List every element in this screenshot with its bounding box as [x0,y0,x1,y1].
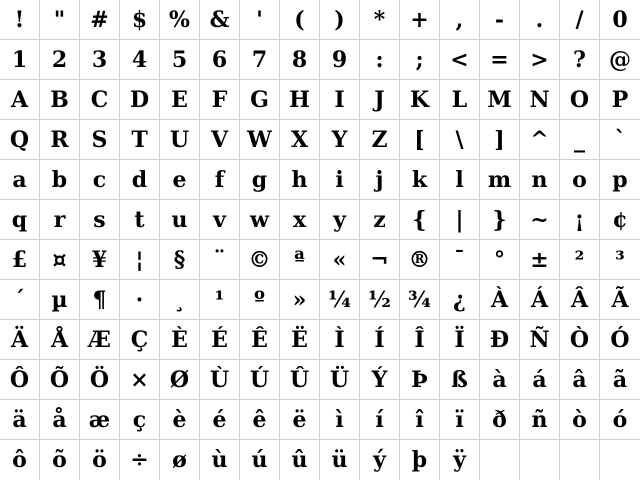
glyph-cell[interactable]: 5 [160,40,200,80]
glyph-cell[interactable]: \ [440,120,480,160]
glyph-cell[interactable]: ¥ [80,240,120,280]
glyph-cell[interactable]: 9 [320,40,360,80]
glyph-cell[interactable]: Í [360,320,400,360]
glyph-cell[interactable]: Â [560,280,600,320]
glyph-cell[interactable]: Ø [160,360,200,400]
glyph-cell[interactable]: ä [0,400,40,440]
glyph-cell[interactable]: ± [520,240,560,280]
glyph-cell[interactable]: V [200,120,240,160]
glyph-cell[interactable]: ø [160,440,200,480]
glyph-cell[interactable]: º [240,280,280,320]
glyph-cell[interactable]: õ [40,440,80,480]
glyph-cell[interactable]: w [240,200,280,240]
glyph-cell[interactable]: # [80,0,120,40]
glyph-cell[interactable]: e [160,160,200,200]
glyph-cell[interactable]: A [0,80,40,120]
glyph-cell[interactable]: © [240,240,280,280]
glyph-cell[interactable]: ï [440,400,480,440]
glyph-cell[interactable]: ú [240,440,280,480]
glyph-cell[interactable]: _ [560,120,600,160]
glyph-cell[interactable]: H [280,80,320,120]
glyph-cell[interactable] [480,440,520,480]
glyph-cell[interactable]: C [80,80,120,120]
glyph-cell[interactable]: ª [280,240,320,280]
glyph-cell[interactable]: Z [360,120,400,160]
glyph-cell[interactable]: ¹ [200,280,240,320]
glyph-cell[interactable]: ; [400,40,440,80]
glyph-cell[interactable]: v [200,200,240,240]
glyph-cell[interactable]: U [160,120,200,160]
glyph-cell[interactable]: ¼ [320,280,360,320]
glyph-cell[interactable]: é [200,400,240,440]
glyph-cell[interactable]: l [440,160,480,200]
glyph-cell[interactable]: Ó [600,320,640,360]
glyph-cell[interactable]: b [40,160,80,200]
glyph-cell[interactable]: ¿ [440,280,480,320]
glyph-cell[interactable]: $ [120,0,160,40]
glyph-cell[interactable]: Ë [280,320,320,360]
glyph-cell[interactable]: Ý [360,360,400,400]
glyph-cell[interactable]: ¡ [560,200,600,240]
glyph-cell[interactable]: ¶ [80,280,120,320]
glyph-cell[interactable]: - [480,0,520,40]
glyph-cell[interactable]: Ã [600,280,640,320]
glyph-cell[interactable]: y [320,200,360,240]
glyph-cell[interactable]: : [360,40,400,80]
glyph-cell[interactable]: ê [240,400,280,440]
glyph-cell[interactable]: ý [360,440,400,480]
glyph-cell[interactable]: ¦ [120,240,160,280]
glyph-cell[interactable]: 0 [600,0,640,40]
glyph-cell[interactable]: û [280,440,320,480]
glyph-cell[interactable]: ù [200,440,240,480]
glyph-cell[interactable]: Ñ [520,320,560,360]
glyph-cell[interactable]: ! [0,0,40,40]
glyph-cell[interactable]: ] [480,120,520,160]
glyph-cell[interactable]: Y [320,120,360,160]
glyph-cell[interactable]: µ [40,280,80,320]
glyph-cell[interactable]: t [120,200,160,240]
glyph-cell[interactable]: M [480,80,520,120]
glyph-cell[interactable]: ¤ [40,240,80,280]
glyph-cell[interactable]: ) [320,0,360,40]
glyph-cell[interactable]: ¬ [360,240,400,280]
glyph-cell[interactable]: h [280,160,320,200]
glyph-cell[interactable]: G [240,80,280,120]
glyph-cell[interactable]: è [160,400,200,440]
glyph-cell[interactable]: E [160,80,200,120]
glyph-cell[interactable]: Ì [320,320,360,360]
glyph-cell[interactable]: F [200,80,240,120]
glyph-cell[interactable]: ° [480,240,520,280]
glyph-cell[interactable]: 4 [120,40,160,80]
glyph-cell[interactable]: ~ [520,200,560,240]
glyph-cell[interactable]: o [560,160,600,200]
glyph-cell[interactable]: q [0,200,40,240]
glyph-cell[interactable]: Ô [0,360,40,400]
glyph-cell[interactable]: » [280,280,320,320]
glyph-cell[interactable]: d [120,160,160,200]
glyph-cell[interactable]: r [40,200,80,240]
glyph-cell[interactable]: Ò [560,320,600,360]
glyph-cell[interactable]: ® [400,240,440,280]
glyph-cell[interactable]: â [560,360,600,400]
glyph-cell[interactable]: ¸ [160,280,200,320]
glyph-cell[interactable]: p [600,160,640,200]
glyph-cell[interactable]: B [40,80,80,120]
glyph-cell[interactable]: É [200,320,240,360]
glyph-cell[interactable]: Å [40,320,80,360]
glyph-cell[interactable]: a [0,160,40,200]
glyph-cell[interactable]: ö [80,440,120,480]
glyph-cell[interactable]: ´ [0,280,40,320]
glyph-cell[interactable]: j [360,160,400,200]
glyph-cell[interactable]: [ [400,120,440,160]
glyph-cell[interactable]: ÷ [120,440,160,480]
glyph-cell[interactable]: Þ [400,360,440,400]
glyph-cell[interactable]: R [40,120,80,160]
glyph-cell[interactable]: / [560,0,600,40]
glyph-cell[interactable]: 3 [80,40,120,80]
glyph-cell[interactable]: ò [560,400,600,440]
glyph-cell[interactable]: & [200,0,240,40]
glyph-cell[interactable]: k [400,160,440,200]
glyph-cell[interactable]: À [480,280,520,320]
glyph-cell[interactable]: å [40,400,80,440]
glyph-cell[interactable]: x [280,200,320,240]
glyph-cell[interactable]: ã [600,360,640,400]
glyph-cell[interactable] [520,440,560,480]
glyph-cell[interactable]: ¨ [200,240,240,280]
glyph-cell[interactable]: Ð [480,320,520,360]
glyph-cell[interactable]: s [80,200,120,240]
glyph-cell[interactable]: K [400,80,440,120]
glyph-cell[interactable]: } [480,200,520,240]
glyph-cell[interactable]: ð [480,400,520,440]
glyph-cell[interactable]: Ä [0,320,40,360]
glyph-cell[interactable]: ì [320,400,360,440]
glyph-cell[interactable]: < [440,40,480,80]
glyph-cell[interactable]: 1 [0,40,40,80]
glyph-cell[interactable]: P [600,80,640,120]
glyph-cell[interactable]: g [240,160,280,200]
glyph-cell[interactable]: Á [520,280,560,320]
glyph-cell[interactable]: { [400,200,440,240]
glyph-cell[interactable]: ½ [360,280,400,320]
glyph-cell[interactable]: I [320,80,360,120]
glyph-cell[interactable]: Q [0,120,40,160]
glyph-cell[interactable]: « [320,240,360,280]
glyph-cell[interactable] [600,440,640,480]
glyph-cell[interactable]: ? [560,40,600,80]
glyph-cell[interactable]: à [480,360,520,400]
glyph-cell[interactable]: ü [320,440,360,480]
glyph-cell[interactable]: £ [0,240,40,280]
glyph-cell[interactable]: Ü [320,360,360,400]
glyph-cell[interactable]: > [520,40,560,80]
glyph-cell[interactable]: c [80,160,120,200]
glyph-cell[interactable]: ¯ [440,240,480,280]
glyph-cell[interactable]: n [520,160,560,200]
glyph-cell[interactable]: T [120,120,160,160]
glyph-cell[interactable]: æ [80,400,120,440]
glyph-cell[interactable]: ó [600,400,640,440]
glyph-cell[interactable]: ¾ [400,280,440,320]
glyph-cell[interactable]: Î [400,320,440,360]
glyph-cell[interactable]: § [160,240,200,280]
glyph-cell[interactable]: * [360,0,400,40]
glyph-cell[interactable]: = [480,40,520,80]
glyph-cell[interactable]: Ù [200,360,240,400]
glyph-cell[interactable]: ³ [600,240,640,280]
glyph-cell[interactable]: ÿ [440,440,480,480]
glyph-cell[interactable]: þ [400,440,440,480]
glyph-cell[interactable]: u [160,200,200,240]
glyph-cell[interactable]: 6 [200,40,240,80]
glyph-cell[interactable]: | [440,200,480,240]
glyph-cell[interactable]: L [440,80,480,120]
glyph-cell[interactable]: S [80,120,120,160]
glyph-cell[interactable]: m [480,160,520,200]
glyph-cell[interactable]: î [400,400,440,440]
glyph-cell[interactable]: Ê [240,320,280,360]
glyph-cell[interactable]: ñ [520,400,560,440]
glyph-cell[interactable]: ß [440,360,480,400]
glyph-cell[interactable]: Ï [440,320,480,360]
glyph-cell[interactable]: " [40,0,80,40]
glyph-cell[interactable]: ë [280,400,320,440]
glyph-cell[interactable]: · [120,280,160,320]
glyph-cell[interactable]: X [280,120,320,160]
glyph-cell[interactable]: á [520,360,560,400]
glyph-cell[interactable]: 2 [40,40,80,80]
glyph-cell[interactable]: ` [600,120,640,160]
glyph-cell[interactable]: % [160,0,200,40]
glyph-cell[interactable]: J [360,80,400,120]
glyph-cell[interactable]: Æ [80,320,120,360]
glyph-cell[interactable]: × [120,360,160,400]
glyph-cell[interactable]: 8 [280,40,320,80]
glyph-cell[interactable]: Ö [80,360,120,400]
glyph-cell[interactable]: i [320,160,360,200]
glyph-cell[interactable]: ç [120,400,160,440]
glyph-cell[interactable]: f [200,160,240,200]
glyph-cell[interactable]: N [520,80,560,120]
glyph-cell[interactable]: 7 [240,40,280,80]
glyph-cell[interactable]: + [400,0,440,40]
glyph-cell[interactable]: Õ [40,360,80,400]
glyph-cell[interactable]: ' [240,0,280,40]
glyph-cell[interactable]: z [360,200,400,240]
glyph-cell[interactable]: Û [280,360,320,400]
glyph-cell[interactable]: ¢ [600,200,640,240]
glyph-cell[interactable]: @ [600,40,640,80]
glyph-cell[interactable]: D [120,80,160,120]
glyph-cell[interactable]: ( [280,0,320,40]
glyph-cell[interactable]: Ç [120,320,160,360]
glyph-cell[interactable]: , [440,0,480,40]
glyph-cell[interactable]: ² [560,240,600,280]
glyph-cell[interactable]: ^ [520,120,560,160]
glyph-cell[interactable]: í [360,400,400,440]
glyph-cell[interactable]: O [560,80,600,120]
glyph-cell[interactable]: Ú [240,360,280,400]
glyph-cell[interactable] [560,440,600,480]
glyph-cell[interactable]: W [240,120,280,160]
glyph-cell[interactable]: È [160,320,200,360]
glyph-cell[interactable]: . [520,0,560,40]
glyph-cell[interactable]: ô [0,440,40,480]
